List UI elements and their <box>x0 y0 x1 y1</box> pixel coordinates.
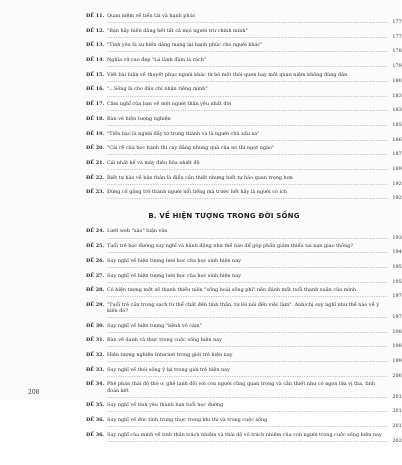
entry-page: 201 <box>392 408 402 415</box>
entry-number: ĐỀ 15. <box>86 71 105 78</box>
entry-page: 185 <box>392 121 402 128</box>
toc-entry <box>86 189 402 202</box>
toc-entry <box>86 381 402 400</box>
leader-dots: ................................................................................................................................................................ <box>107 121 388 128</box>
entry-page: 197 <box>392 314 402 321</box>
entry-page: 200 <box>392 372 402 379</box>
toc-entry <box>86 115 402 128</box>
entry-title-text: "Bạn hãy hiến dâng hết tất cả mọi người trừ chính mình" <box>107 27 248 34</box>
leader-dots: ................................................................................................................................................................ <box>107 314 388 321</box>
entry-title <box>107 323 388 335</box>
toc-entry <box>86 13 402 26</box>
entry-title-text: Tuổi trẻ học đường suy nghĩ và hành động như thế nào để góp phần giảm thiểu tai nạn giao thông? <box>107 243 354 250</box>
entry-title <box>107 432 388 444</box>
leader-dots: ................................................................................................................................................................ <box>107 92 388 99</box>
leader-dots: ................................................................................................................................................................ <box>107 234 388 241</box>
entry-page: 183 <box>392 92 402 99</box>
entry-number: ĐỀ 17. <box>86 101 105 108</box>
entry-page: 198 <box>392 328 402 335</box>
entry-number: ĐỀ 26. <box>86 257 105 264</box>
toc-entry <box>86 431 402 444</box>
entry-title-text: Bàn về hiện tượng nghiện <box>107 115 171 122</box>
entry-title-text: Đừng cố gắng trở thành người nổi tiếng mà trước hết hãy là người có ích <box>107 189 287 196</box>
toc-entry <box>86 402 402 415</box>
toc-entry <box>86 86 402 99</box>
entry-number: ĐỀ 18. <box>86 115 105 122</box>
entry-title <box>107 101 388 113</box>
leader-dots: ................................................................................................................................................................ <box>107 48 388 55</box>
entry-page: 201 <box>392 422 402 429</box>
entry-title-text: "Cái rễ của học hành thì cay đắng nhưng quả của nó thì ngọt ngào" <box>107 145 275 152</box>
entry-page: 179 <box>392 63 402 70</box>
entry-number: ĐỀ 31. <box>86 337 105 344</box>
toc-entry <box>86 101 402 114</box>
leader-dots: ................................................................................................................................................................ <box>107 358 388 365</box>
toc-entry <box>86 130 402 143</box>
leader-dots: ................................................................................................................................................................ <box>107 63 388 70</box>
entry-title-text: "Tình yêu là sự hiến dâng mang lại hạnh phúc cho người khác" <box>107 42 263 49</box>
leader-dots: ................................................................................................................................................................ <box>107 422 388 429</box>
leader-dots: ................................................................................................................................................................ <box>107 393 388 400</box>
entry-number: ĐỀ 35. <box>86 402 105 409</box>
entry-number: ĐỀ 19. <box>86 130 105 137</box>
leader-dots: ................................................................................................................................................................ <box>107 136 388 143</box>
entry-title-text: Suy nghĩ của mình về tinh thần trách nhiệm và thái độ vô trách nhiệm của con người trong cuộc sống hiện nay <box>107 431 382 438</box>
entry-title-text: Suy nghĩ về đức tính trung thực trong khi thi và trong cuộc sống <box>107 416 268 423</box>
entry-title <box>107 145 388 157</box>
leader-dots: ................................................................................................................................................................ <box>107 180 388 187</box>
entry-page: 201 <box>392 393 402 400</box>
toc-entry <box>86 322 402 335</box>
toc-entry <box>86 145 402 158</box>
leader-dots: ................................................................................................................................................................ <box>107 328 388 335</box>
entry-number: ĐỀ 27. <box>86 272 105 279</box>
leader-dots: ................................................................................................................................................................ <box>107 293 388 300</box>
entry-title-text: Suy nghĩ về hiện tượng "bệnh vô cảm" <box>107 322 202 329</box>
entry-page: 189 <box>392 165 402 172</box>
toc-entry <box>86 337 402 350</box>
entry-title <box>107 417 388 429</box>
entry-page: 193 <box>392 234 402 241</box>
toc-entry <box>86 159 402 172</box>
entry-page: 194 <box>392 249 402 256</box>
leader-dots: ................................................................................................................................................................ <box>107 249 388 256</box>
toc-entry <box>86 228 402 241</box>
entry-number: ĐỀ 36. <box>86 431 105 438</box>
entry-page: 183 <box>392 107 402 114</box>
entry-page: 177 <box>392 19 402 26</box>
entry-page: 178 <box>392 48 402 55</box>
entry-title <box>107 273 388 285</box>
leader-dots: ................................................................................................................................................................ <box>107 107 388 114</box>
entry-number: ĐỀ 28. <box>86 287 105 294</box>
toc-entry <box>86 366 402 379</box>
entry-title-text: Biết tự hào về bản thân là điều cần thiết nhưng biết tự hào quan trọng hơn <box>107 174 293 181</box>
entry-title <box>107 57 388 69</box>
entry-number: ĐỀ 32. <box>86 352 105 359</box>
toc-entry <box>86 71 402 84</box>
entry-page: 202 <box>392 437 402 444</box>
entry-title <box>107 42 388 54</box>
entry-title-text: "Tiền bạc là người đầy tớ trung thành và là người chủ xấu xa" <box>107 130 260 137</box>
entry-page: 187 <box>392 151 402 158</box>
entry-page: 177 <box>392 33 402 40</box>
entry-title <box>107 258 388 270</box>
entry-title-text: "Tuổi trẻ cần trong sạch từ thể chất đến tinh thần, từ lời nói đến việc làm". Anh/chị suy nghĩ như thế nào về ý kiến đó? <box>107 301 379 314</box>
leader-dots: ................................................................................................................................................................ <box>107 77 388 84</box>
entry-page: 195 <box>392 263 402 270</box>
entry-title <box>107 189 388 201</box>
page-number: 208 <box>28 389 40 396</box>
entry-title-text: Suy nghĩ về hiện tượng lười học của học sinh hiện nay <box>107 257 241 264</box>
toc-part-a <box>86 13 402 202</box>
toc-entry <box>86 416 402 429</box>
entry-title-text: Bàn về danh và thực trong cuộc sống hiện nay <box>107 337 222 344</box>
entry-title <box>107 116 388 128</box>
table-of-contents <box>86 13 402 446</box>
entry-number: ĐỀ 34. <box>86 381 105 388</box>
entry-title <box>107 287 388 299</box>
leader-dots: ................................................................................................................................................................ <box>107 278 388 285</box>
entry-title-text: Suy nghĩ về hiện tượng lười học của học sinh hiện nay <box>107 272 241 279</box>
toc-entry <box>86 301 402 321</box>
toc-entry <box>86 257 402 270</box>
entry-number: ĐỀ 30. <box>86 322 105 329</box>
entry-title <box>107 72 388 84</box>
entry-page: 197 <box>392 293 402 300</box>
toc-entry <box>86 352 402 365</box>
entry-title <box>107 228 388 240</box>
entry-title-text: Cái nhất kể và máy điều hỏa nhiệt độ <box>107 159 200 166</box>
entry-number: ĐỀ 13. <box>86 42 105 49</box>
toc-part-b <box>86 228 402 444</box>
leader-dots: ................................................................................................................................................................ <box>107 343 388 350</box>
entry-number: ĐỀ 33. <box>86 366 105 373</box>
entry-title-text: Cảm nghĩ của bạn về một người thân yêu nhất đời <box>107 101 231 108</box>
entry-number: ĐỀ 36. <box>86 416 105 423</box>
toc-entry <box>86 27 402 40</box>
entry-number: ĐỀ 25. <box>86 243 105 250</box>
entry-title <box>107 131 388 143</box>
entry-page: 199 <box>392 358 402 365</box>
entry-number: ĐỀ 11. <box>86 13 105 19</box>
leader-dots: ................................................................................................................................................................ <box>107 408 388 415</box>
toc-entry <box>86 57 402 70</box>
entry-title <box>107 243 388 255</box>
entry-title-text: Hiện tượng nghiện Internet trong giới trẻ hiện nay <box>107 352 233 359</box>
toc-entry <box>86 174 402 187</box>
entry-title <box>107 402 388 414</box>
entry-title <box>107 302 388 320</box>
entry-number: ĐỀ 22. <box>86 174 105 181</box>
entry-title <box>107 381 388 399</box>
leader-dots: ................................................................................................................................................................ <box>107 195 388 202</box>
toc-entry <box>86 243 402 256</box>
entry-number: ĐỀ 14. <box>86 57 105 64</box>
toc-entry <box>86 272 402 285</box>
entry-number: ĐỀ 29. <box>86 301 105 308</box>
entry-page: 192 <box>392 180 402 187</box>
entry-title-text: Quan niệm về tiền tài và hạnh phúc <box>107 13 196 19</box>
leader-dots: ................................................................................................................................................................ <box>107 263 388 270</box>
entry-page: 192 <box>392 195 402 202</box>
toc-entry <box>86 287 402 300</box>
leader-dots: ................................................................................................................................................................ <box>107 151 388 158</box>
leader-dots: ................................................................................................................................................................ <box>107 437 388 444</box>
leader-dots: ................................................................................................................................................................ <box>107 372 388 379</box>
entry-title <box>107 352 388 364</box>
leader-dots: ................................................................................................................................................................ <box>107 33 388 40</box>
entry-title-text: Suy nghĩ về thói sống ỷ lại trong giới trẻ hiện nay <box>107 366 230 373</box>
leader-dots: ................................................................................................................................................................ <box>107 19 388 26</box>
entry-title-text: Lướt web "xào" luận văn <box>107 228 168 235</box>
entry-title-text: Phê phán thái độ thờ ơ, ghẻ lạnh đối với con người cũng quan trọng và cần thiết như có ngọn lửa vị tha, tình đoàn kết <box>107 381 376 394</box>
entry-title <box>107 175 388 187</box>
toc-entry <box>86 42 402 55</box>
entry-title-text: "...Sống là cho đâu chỉ nhận riêng mình" <box>107 86 208 93</box>
entry-page: 180 <box>392 77 402 84</box>
entry-title-text: Nghĩa cử cao đẹp "Lá lành đùm lá rách" <box>107 57 207 64</box>
entry-title <box>107 86 388 98</box>
entry-title-text: Có hiện tượng một số thanh thiếu niên "sống hoài sống phí" nên đánh mất tuổi thanh xuân của mình <box>107 287 357 294</box>
entry-title <box>107 367 388 379</box>
entry-number: ĐỀ 16. <box>86 86 105 93</box>
entry-title <box>107 13 388 25</box>
entry-page: 195 <box>392 278 402 285</box>
section-title: B. VỀ HIỆN TƯỢNG TRONG ĐỜI SỐNG <box>148 212 300 221</box>
entry-title-text: Suy nghĩ về tình yêu thành bạn tuổi học đường <box>107 402 224 409</box>
entry-number: ĐỀ 23. <box>86 189 105 196</box>
entry-page: 198 <box>392 343 402 350</box>
entry-title <box>107 28 388 40</box>
entry-title <box>107 337 388 349</box>
entry-number: ĐỀ 20. <box>86 145 105 152</box>
leader-dots: ................................................................................................................................................................ <box>107 165 388 172</box>
entry-page: 186 <box>392 136 402 143</box>
entry-number: ĐỀ 12. <box>86 27 105 34</box>
entry-title <box>107 160 388 172</box>
entry-number: ĐỀ 21. <box>86 159 105 166</box>
entry-title-text: Viết bài luận về thuyết phục người khác từ bỏ một thói quen hay một quan niệm không đúng đắn <box>107 71 348 78</box>
entry-number: ĐỀ 24. <box>86 228 105 235</box>
